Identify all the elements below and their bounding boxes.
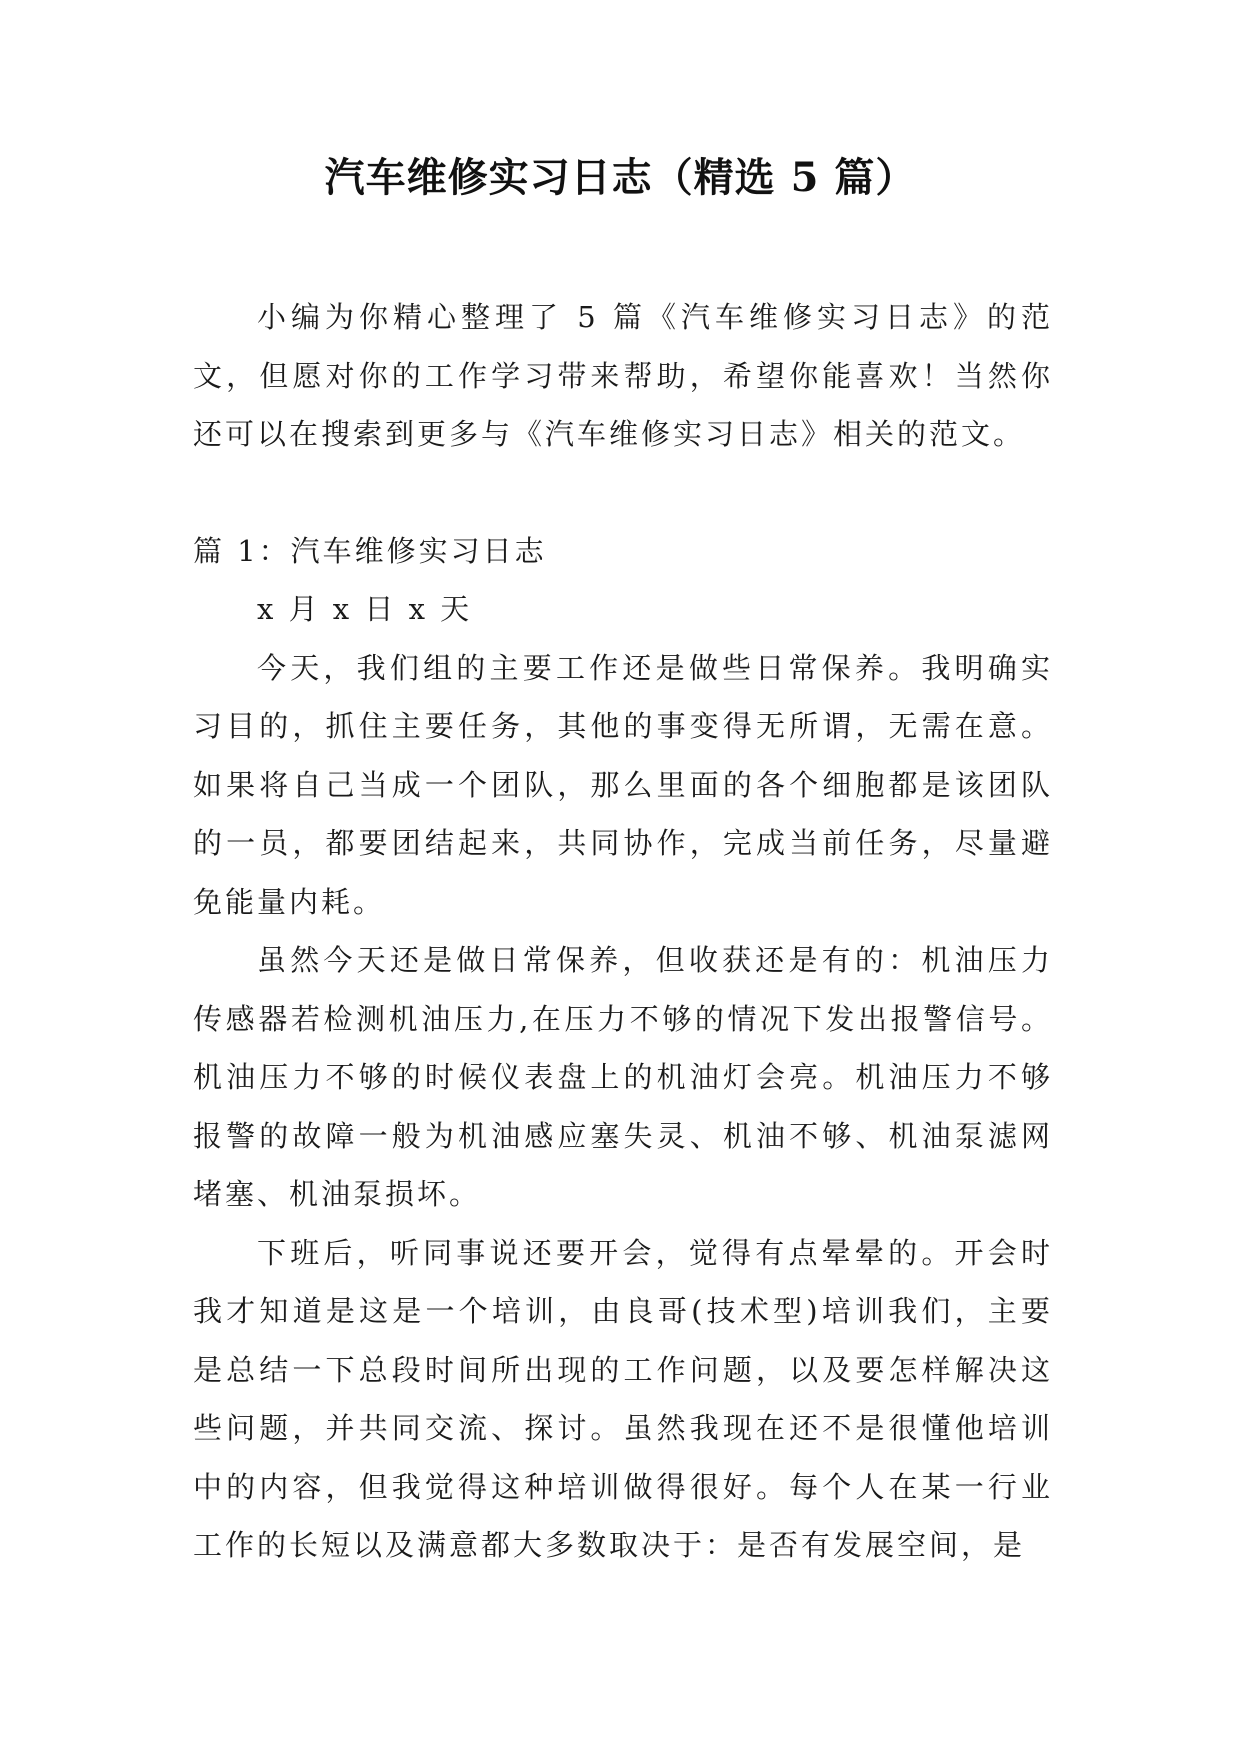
body-paragraph: 今天，我们组的主要工作还是做些日常保养。我明确实习目的，抓住主要任务，其他的事变得无所谓，无需在意。如果将自己当成一个团队，那么里面的各个细胞都是该团队的一员，都要团结起来，共同协作，完成当前任务，尽量避免能量内耗。 [193,650,1053,919]
date-line: x 月 x 日 x 天 [257,592,473,626]
body-paragraph: 下班后，听同事说还要开会，觉得有点晕晕的。开会时我才知道是这是一个培训，由良哥(技术型)培训我们，主要是总结一下总段时间所出现的工作问题，以及要怎样解决这些问题，并共同交流、探讨。虽然我现在还不是很懂他培训中的内容，但我觉得这种培训做得很好。每个人在某一行业工作的长短以及满意都大多数取决于：是否有发展空间，是 [193,1235,1053,1562]
document-title: 汽车维修实习日志（精选 5 篇） [324,154,917,201]
body-paragraph: 虽然今天还是做日常保养，但收获还是有的：机油压力传感器若检测机油压力,在压力不够的情况下发出报警信号。机油压力不够的时候仪表盘上的机油灯会亮。机油压力不够报警的故障一般为机油感应塞失灵、机油不够、机油泵滤网堵塞、机油泵损坏。 [193,943,1053,1211]
intro-paragraph: 小编为你精心整理了 5 篇《汽车维修实习日志》的范文，但愿对你的工作学习带来帮助，希望你能喜欢！当然你还可以在搜索到更多与《汽车维修实习日志》相关的范文。 [193,300,1053,451]
document-body [193,288,1053,1575]
section-heading: 篇 1：汽车维修实习日志 [193,533,547,568]
